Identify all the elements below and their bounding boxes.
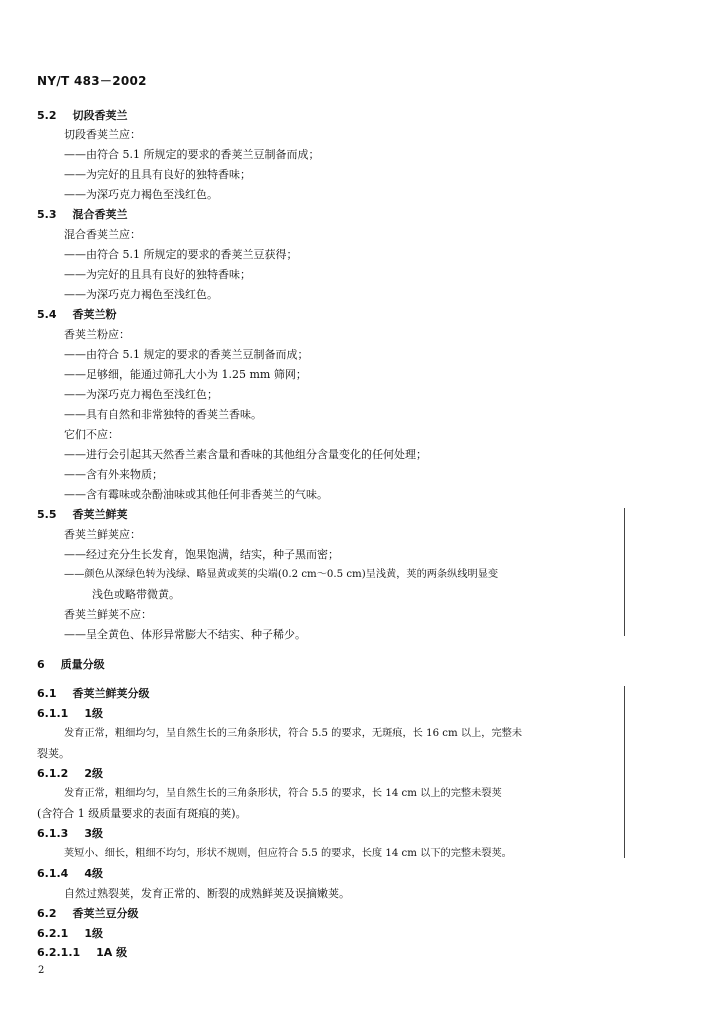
list-item: ——为深巧克力褐色至浅红色。 xyxy=(64,188,218,201)
section-number: 6.1.2 xyxy=(37,767,69,780)
section-number: 6.1.4 xyxy=(37,867,69,880)
section-title: 香荚兰鲜荚 xyxy=(72,508,128,521)
paragraph: 荚短小、细长，粗细不均匀，形状不规则，但应符合 5.5 的要求，长度 14 cm 以下的完整未裂荚。 xyxy=(64,848,512,859)
section-5-3-heading xyxy=(37,208,128,222)
section-title: 混合香荚兰 xyxy=(72,208,128,221)
list-item: ——具有自然和非常独特的香荚兰香味。 xyxy=(64,408,262,421)
paragraph: 香荚兰鲜荚不应： xyxy=(64,608,152,621)
section-title: 3级 xyxy=(84,827,103,840)
section-5-4-heading xyxy=(37,308,117,322)
section-title: 香荚兰鲜荚分级 xyxy=(72,687,150,700)
section-title: 1级 xyxy=(84,927,103,940)
section-5-2-heading xyxy=(37,109,128,123)
list-item: ——为深巧克力褐色至浅红色。 xyxy=(64,288,218,301)
section-number: 5.2 xyxy=(37,109,57,122)
change-bar xyxy=(624,686,625,858)
list-item: ——经过充分生长发育，饱果饱满，结实，种子黑而密； xyxy=(64,548,339,561)
list-item: ——为完好的且具有良好的独特香味； xyxy=(64,268,251,281)
list-item: ——由符合 5.1 所规定的要求的香荚兰豆制备而成； xyxy=(64,148,320,161)
section-6-2-1-1-heading xyxy=(37,946,127,960)
section-6-1-4-heading xyxy=(37,867,103,881)
paragraph-continuation: (含符合 1 级质量要求的表面有斑痕的荚)。 xyxy=(37,807,247,820)
section-6-heading xyxy=(37,658,105,672)
standard-code-header: NY/T 483－2002 xyxy=(37,74,147,88)
list-item: ——含有外来物质； xyxy=(64,468,163,481)
section-number: 6.2.1.1 xyxy=(37,946,81,959)
section-6-1-1-heading xyxy=(37,707,103,721)
section-number: 6.1.3 xyxy=(37,827,69,840)
section-number: 6.2.1 xyxy=(37,927,69,940)
section-title: 1A 级 xyxy=(96,946,128,959)
section-6-2-1-heading xyxy=(37,927,103,941)
section-title: 1级 xyxy=(84,707,103,720)
section-6-1-3-heading xyxy=(37,827,103,841)
section-6-1-2-heading xyxy=(37,767,103,781)
paragraph-continuation: 裂荚。 xyxy=(37,747,70,760)
section-title: 香荚兰豆分级 xyxy=(72,907,139,920)
section-number: 6.2 xyxy=(37,907,57,920)
list-item: ——为完好的且具有良好的独特香味； xyxy=(64,168,251,181)
section-number: 5.4 xyxy=(37,308,57,321)
paragraph: 混合香荚兰应： xyxy=(64,228,141,241)
section-6-2-heading xyxy=(37,907,139,921)
change-bar xyxy=(624,508,625,636)
section-number: 5.3 xyxy=(37,208,57,221)
list-item: ——颜色从深绿色转为浅绿、略显黄或荚的尖端(0.2 cm～0.5 cm)呈浅黄，荚的两条纵线明显变 xyxy=(64,569,499,580)
list-item: ——足够细，能通过筛孔大小为 1.25 mm 筛网； xyxy=(64,368,307,381)
paragraph: 它们不应： xyxy=(64,428,119,441)
page-number: 2 xyxy=(38,965,45,976)
section-title: 2级 xyxy=(84,767,103,780)
paragraph: 切段香荚兰应： xyxy=(64,128,141,141)
paragraph: 自然过熟裂荚，发育正常的、断裂的成熟鲜荚及误摘嫩荚。 xyxy=(64,887,350,900)
list-item-continuation: 浅色或略带微黄。 xyxy=(92,588,180,601)
section-title: 香荚兰粉 xyxy=(72,308,117,321)
list-item: ——由符合 5.1 所规定的要求的香荚兰豆获得； xyxy=(64,248,298,261)
section-title: 4级 xyxy=(84,867,103,880)
section-6-1-heading xyxy=(37,687,150,701)
section-number: 6 xyxy=(37,658,45,671)
list-item: ——为深巧克力褐色至浅红色； xyxy=(64,388,218,401)
list-item: ——由符合 5.1 规定的要求的香荚兰豆制备而成； xyxy=(64,348,309,361)
section-title: 质量分级 xyxy=(60,658,105,671)
paragraph: 发育正常，粗细均匀，呈自然生长的三角条形状，符合 5.5 的要求，无斑痕，长 16 cm 以上，完整未 xyxy=(64,728,523,739)
section-number: 5.5 xyxy=(37,508,57,521)
section-5-5-heading xyxy=(37,508,128,522)
paragraph: 香荚兰鲜荚应： xyxy=(64,528,141,541)
section-title: 切段香荚兰 xyxy=(72,109,128,122)
section-number: 6.1 xyxy=(37,687,57,700)
paragraph: 发育正常，粗细均匀，呈自然生长的三角条形状，符合 5.5 的要求，长 14 cm 以上的完整未裂荚 xyxy=(64,788,502,799)
section-number: 6.1.1 xyxy=(37,707,69,720)
paragraph: 香荚兰粉应： xyxy=(64,328,130,341)
list-item: ——进行会引起其天然香兰素含量和香味的其他组分含量变化的任何处理； xyxy=(64,448,427,461)
list-item: ——呈全黄色、体形异常膨大不结实、种子稀少。 xyxy=(64,628,306,641)
list-item: ——含有霉味或杂酚油味或其他任何非香荚兰的气味。 xyxy=(64,488,328,501)
